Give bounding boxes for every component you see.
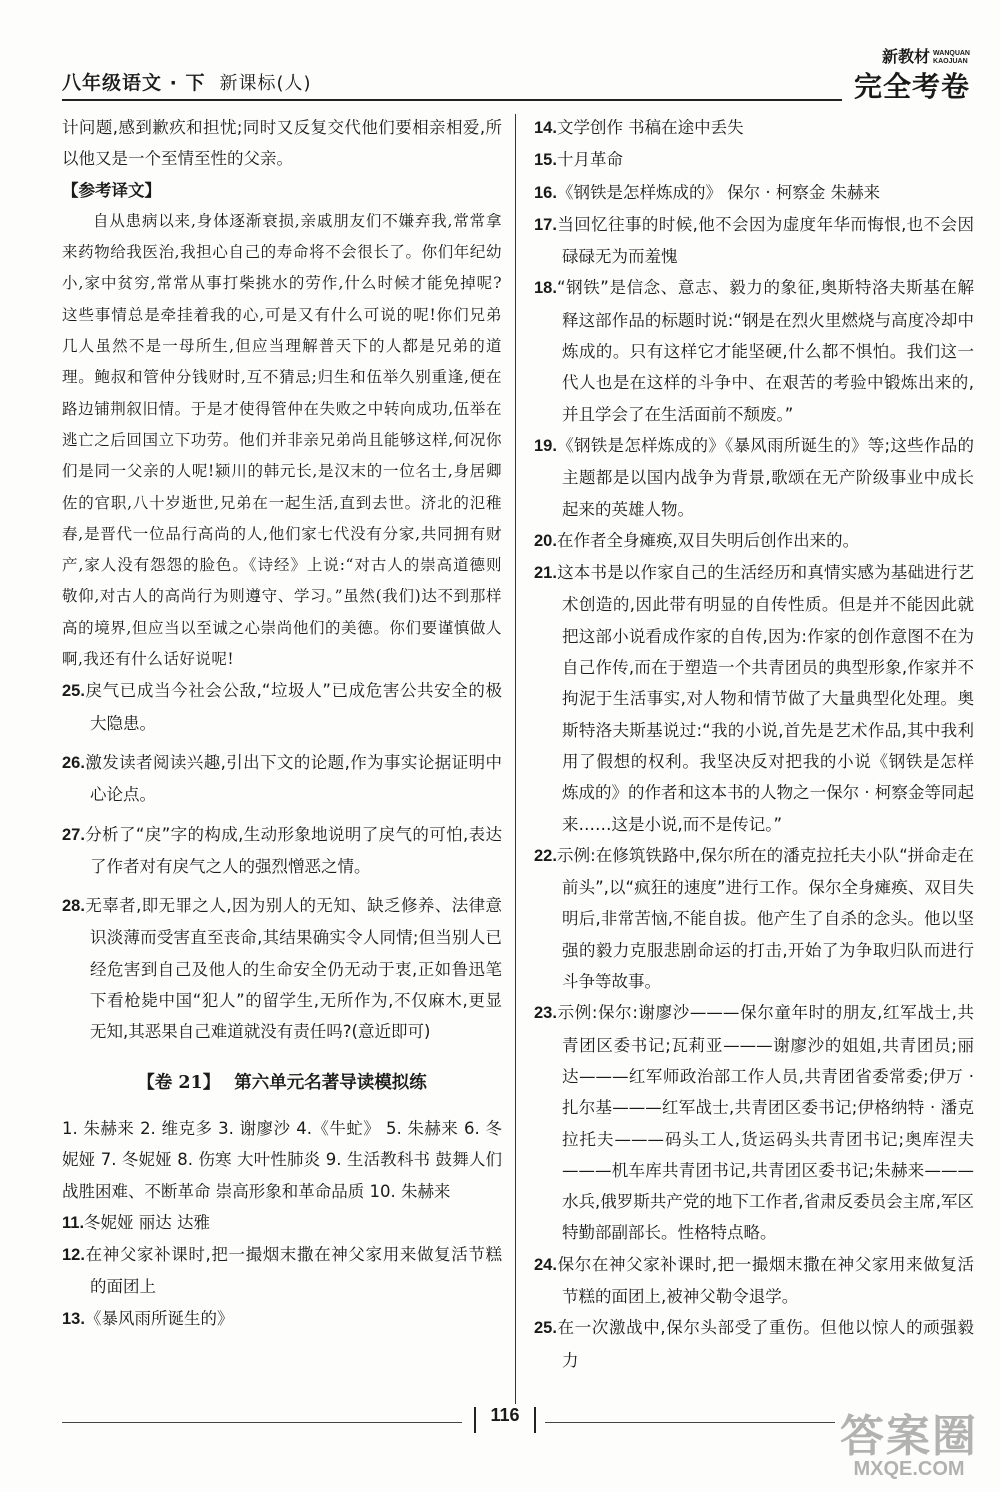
answer-item: 20.在作者全身瘫痪,双目失明后创作出来的。: [534, 530, 860, 550]
answer-item: 25.戾气已成当今社会公敌,“垃圾人”已成危害公共安全的极大隐患。: [62, 681, 502, 733]
answer-item: 11.冬妮娅 丽达 达雅: [62, 1212, 211, 1232]
answer-item: 23.示例:保尔:谢廖沙———保尔童年时的朋友,红军战士,共青团区委书记;瓦莉亚———谢廖沙的姐姐,共青团员;丽达———红军师政治部工作人员,共青团省委常委;伊万 · 扎尔基———红军战士,共青团区委书记;伊格纳特 · 潘克拉托夫———码头工人,货运码头共青团书记;奥库涅夫———机车库共青团书记,共青团区委书记;朱赫来———水兵,俄罗斯共产党的地下工作者,省肃反委员会主席,军区特勤部副部长。性格特点略。: [534, 1003, 974, 1243]
answer-item: 16.《钢铁是怎样炼成的》 保尔 · 柯察金 朱赫来: [534, 182, 881, 202]
column-divider: [515, 114, 516, 1404]
brand-logo: [854, 44, 970, 105]
brand-top: [854, 44, 970, 67]
left-column: [62, 112, 502, 1335]
site-watermark: [840, 1400, 978, 1481]
section-name: 第六单元名著导读模拟练: [234, 1072, 427, 1093]
answer-item: 26.激发读者阅读兴趣,引出下文的论题,作为事实论据证明中心论点。: [62, 752, 502, 805]
watermark-text: 答案圈: [840, 1411, 978, 1462]
answer-item: 13.《暴风雨所诞生的》: [62, 1308, 234, 1328]
header-rule: [62, 99, 842, 101]
brand-small: 新教材: [882, 47, 931, 66]
page-number: 116: [470, 1405, 540, 1426]
volume-label: 【卷 21】: [137, 1072, 221, 1093]
header-title: [62, 68, 312, 95]
watermark-url: MXQE.COM: [853, 1458, 965, 1480]
grade-subject: 八年级语文 · 下: [62, 72, 206, 94]
answers-list: 1. 朱赫来 2. 维克多 3. 谢廖沙 4.《牛虻》 5. 朱赫来 6. 冬妮娅 7. 冬妮娅 8. 伤寒 大叶性肺炎 9. 生活教科书 鼓舞人们战胜困难、不断革命 崇高形象和革命品质 10. 朱赫来: [62, 1118, 502, 1201]
right-column: [534, 112, 974, 1376]
intro-paragraph: 计问题,感到歉疚和担忧;同时又反复交代他们要相亲相爱,所以他又是一个至情至性的父亲。: [62, 118, 502, 169]
section-title: [62, 1068, 502, 1099]
answer-item: 17.当回忆往事的时候,他不会因为虚度年华而悔恨,也不会因碌碌无为而羞愧: [534, 214, 974, 267]
answer-item: 15.十月革命: [534, 150, 623, 170]
page-header: [62, 44, 970, 103]
answer-item: 24.保尔在神父家补课时,把一撮烟末撒在神父家用来做复活节糕的面团上,被神父勒令退学。: [534, 1254, 974, 1306]
brand-main: 完全考卷: [853, 70, 970, 103]
answer-item: 28.无辜者,即无罪之人,因为别人的无知、缺乏修养、法律意识淡薄而受害直至丧命,其结果确实令人同情;但当别人已经危害到自己及他人的生命安全仍无动于衷,正如鲁迅笔下看枪毙中国“犯人”的留学生,无所作为,不仅麻木,更显无知,其恶果自己难道就没有责任吗?(意近即可): [62, 896, 502, 1042]
reference-translation-label: 【参考译文】: [62, 180, 161, 200]
answer-item: 18.“钢铁”是信念、意志、毅力的象征,奥斯特洛夫斯基在解释这部作品的标题时说:“钢是在烈火里燃烧与高度冷却中炼成的。只有这样它才能坚硬,什么都不惧怕。我们这一代人也是在这样的斗争中、在艰苦的考验中锻炼出来的,并且学会了在生活面前不颓废。”: [534, 278, 974, 424]
answer-item: 14.文学创作 书稿在途中丢失: [534, 118, 744, 137]
brand-small-en: WANQUAN KAOJUAN: [933, 49, 970, 65]
answer-item: 21.这本书是以作家自己的生活经历和真情实感为基础进行艺术创造的,因此带有明显的自传性质。但是并不能因此就把这部小说看成作家的自传,因为:作家的创作意图不在为自己作传,而在于塑造一个共青团员的典型形象,作家并不拘泥于生活事实,对人物和情节做了大量典型化处理。奥斯特洛夫斯基说过:“我的小说,首先是艺术作品,其中我利用了假想的权利。我坚决反对把我的小说《钢铁是怎样炼成的》的作者和这本书的人物之一保尔 · 柯察金等同起来……这是小说,而不是传记。”: [534, 563, 974, 834]
curriculum-standard: 新课标(人): [219, 73, 312, 94]
answer-item: 22.示例:在修筑铁路中,保尔所在的潘克拉托夫小队“拼命走在前头”,以“疯狂的速度”进行工作。保尔全身瘫痪、双目失明后,非常苦恼,不能自拔。他产生了自杀的念头。他以坚强的毅力克服悲剧命运的打击,开始了为争取归队而进行斗争等故事。: [534, 845, 974, 992]
answer-item: 27.分析了“戾”字的构成,生动形象地说明了戾气的可怕,表达了作者对有戾气之人的强烈憎恶之情。: [62, 824, 502, 876]
reference-translation: 自从患病以来,身体逐渐衰损,亲戚朋友们不嫌弃我,常常拿来药物给我医治,我担心自己的寿命将不会很长了。你们年纪幼小,家中贫穷,常常从事打柴挑水的劳作,什么时候才能免掉呢?这些事情总是牵挂着我的心,可是又有什么可说的呢!你们兄弟几人虽然不是一母所生,但应当理解普天下的人都是兄弟的道理。鲍叔和管仲分钱财时,互不猜忌;归生和伍举久别重逢,便在路边铺荆叙旧情。于是才使得管仲在失败之中转向成功,伍举在逃亡之后回国立下功劳。他们并非亲兄弟尚且能够这样,何况你们是同一父亲的人呢!颍川的韩元长,是汉末的一位名士,身居卿佐的官职,八十岁逝世,兄弟在一起生活,直到去世。济北的氾稚春,是晋代一位品行高尚的人,他们家七代没有分家,共同拥有财产,家人没有怨怨的脸色。《诗经》上说:“对古人的崇高道德则敬仰,对古人的高尚行为则遵守、学习。”虽然(我们)达不到那样高的境界,但应当以至诚之心崇尚他们的美德。你们要谨慎做人啊,我还有什么话好说呢!: [62, 211, 502, 669]
answer-item: 25.在一次激战中,保尔头部受了重伤。但他以惊人的顽强毅力: [534, 1318, 974, 1370]
footer-rule-left: [62, 1422, 462, 1423]
footer-rule-right: [545, 1422, 835, 1423]
answer-item: 12.在神父家补课时,把一撮烟末撒在神父家用来做复活节糕的面团上: [62, 1245, 502, 1297]
answer-item: 19.《钢铁是怎样炼成的》《暴风雨所诞生的》等;这些作品的主题都是以国内战争为背景,歌颂在无产阶级事业中成长起来的英雄人物。: [534, 435, 974, 519]
